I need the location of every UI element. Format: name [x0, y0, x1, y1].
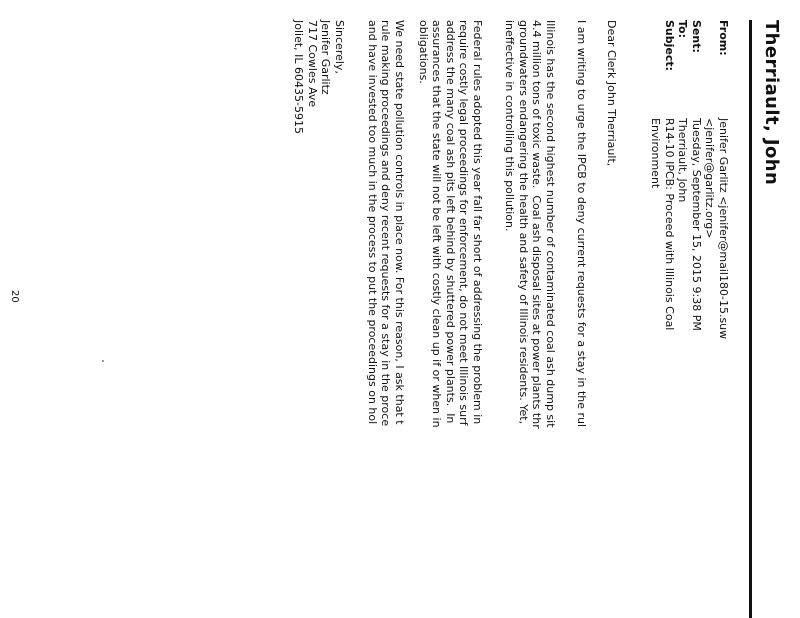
body-paragraph-2: Illinois has the second highest number of contaminated coal ash dump sit 4.4 million tons of toxic waste. Coal ash disposal sites at power plants thr groundwaters endangering the health and safety of Illinois residents. Yet, ineffective in controlling this pollution. — [503, 20, 557, 429]
body-paragraph-3: Federal rules adopted this year fall far short of addressing the problem in require costly legal proceedings for enforcement, do not meet Illinois surf address the many coal ash pits left behind by shuttered power plants. In assurances that the state will not be left with costly clean up if or when in obligations. — [417, 20, 484, 428]
sent-value: Tuesday, September 15, 2015 9:38 PM — [690, 118, 703, 331]
page-number: 20 — [9, 290, 20, 303]
sent-label: Sent: — [690, 20, 703, 53]
subject-value: R14-10 IPCB: Proceed with Illinois Coal Environment — [649, 118, 676, 331]
body-paragraph-1: I am writing to urge the IPCB to deny current requests for a stay in the rul — [575, 20, 588, 428]
closing-signature: Sincerely, Jenifer Garlitz 717 Cowles Ave Joliet, IL 60435-5915 — [292, 20, 346, 134]
scan-speck — [102, 360, 104, 362]
header-rule — [749, 20, 752, 618]
from-value: Jenifer Garlitz <jenifer@mail180-15.suw <jenifer@garlitz.org> — [703, 118, 730, 340]
salutation: Dear Clerk John Therriault, — [605, 20, 618, 167]
sender-heading: Therriault, John — [761, 20, 782, 186]
to-label: To: — [676, 20, 690, 38]
body-paragraph-4: We need state pollution controls in place now. For this reason, I ask that t rule making proceedings and deny recent requests for a stay in the proce and have invested too much in the process to put the proceedings on hol — [366, 20, 406, 427]
to-value: Therriault, John — [676, 118, 690, 203]
subject-label: Subject: — [663, 20, 676, 72]
from-label: From: — [717, 20, 730, 56]
